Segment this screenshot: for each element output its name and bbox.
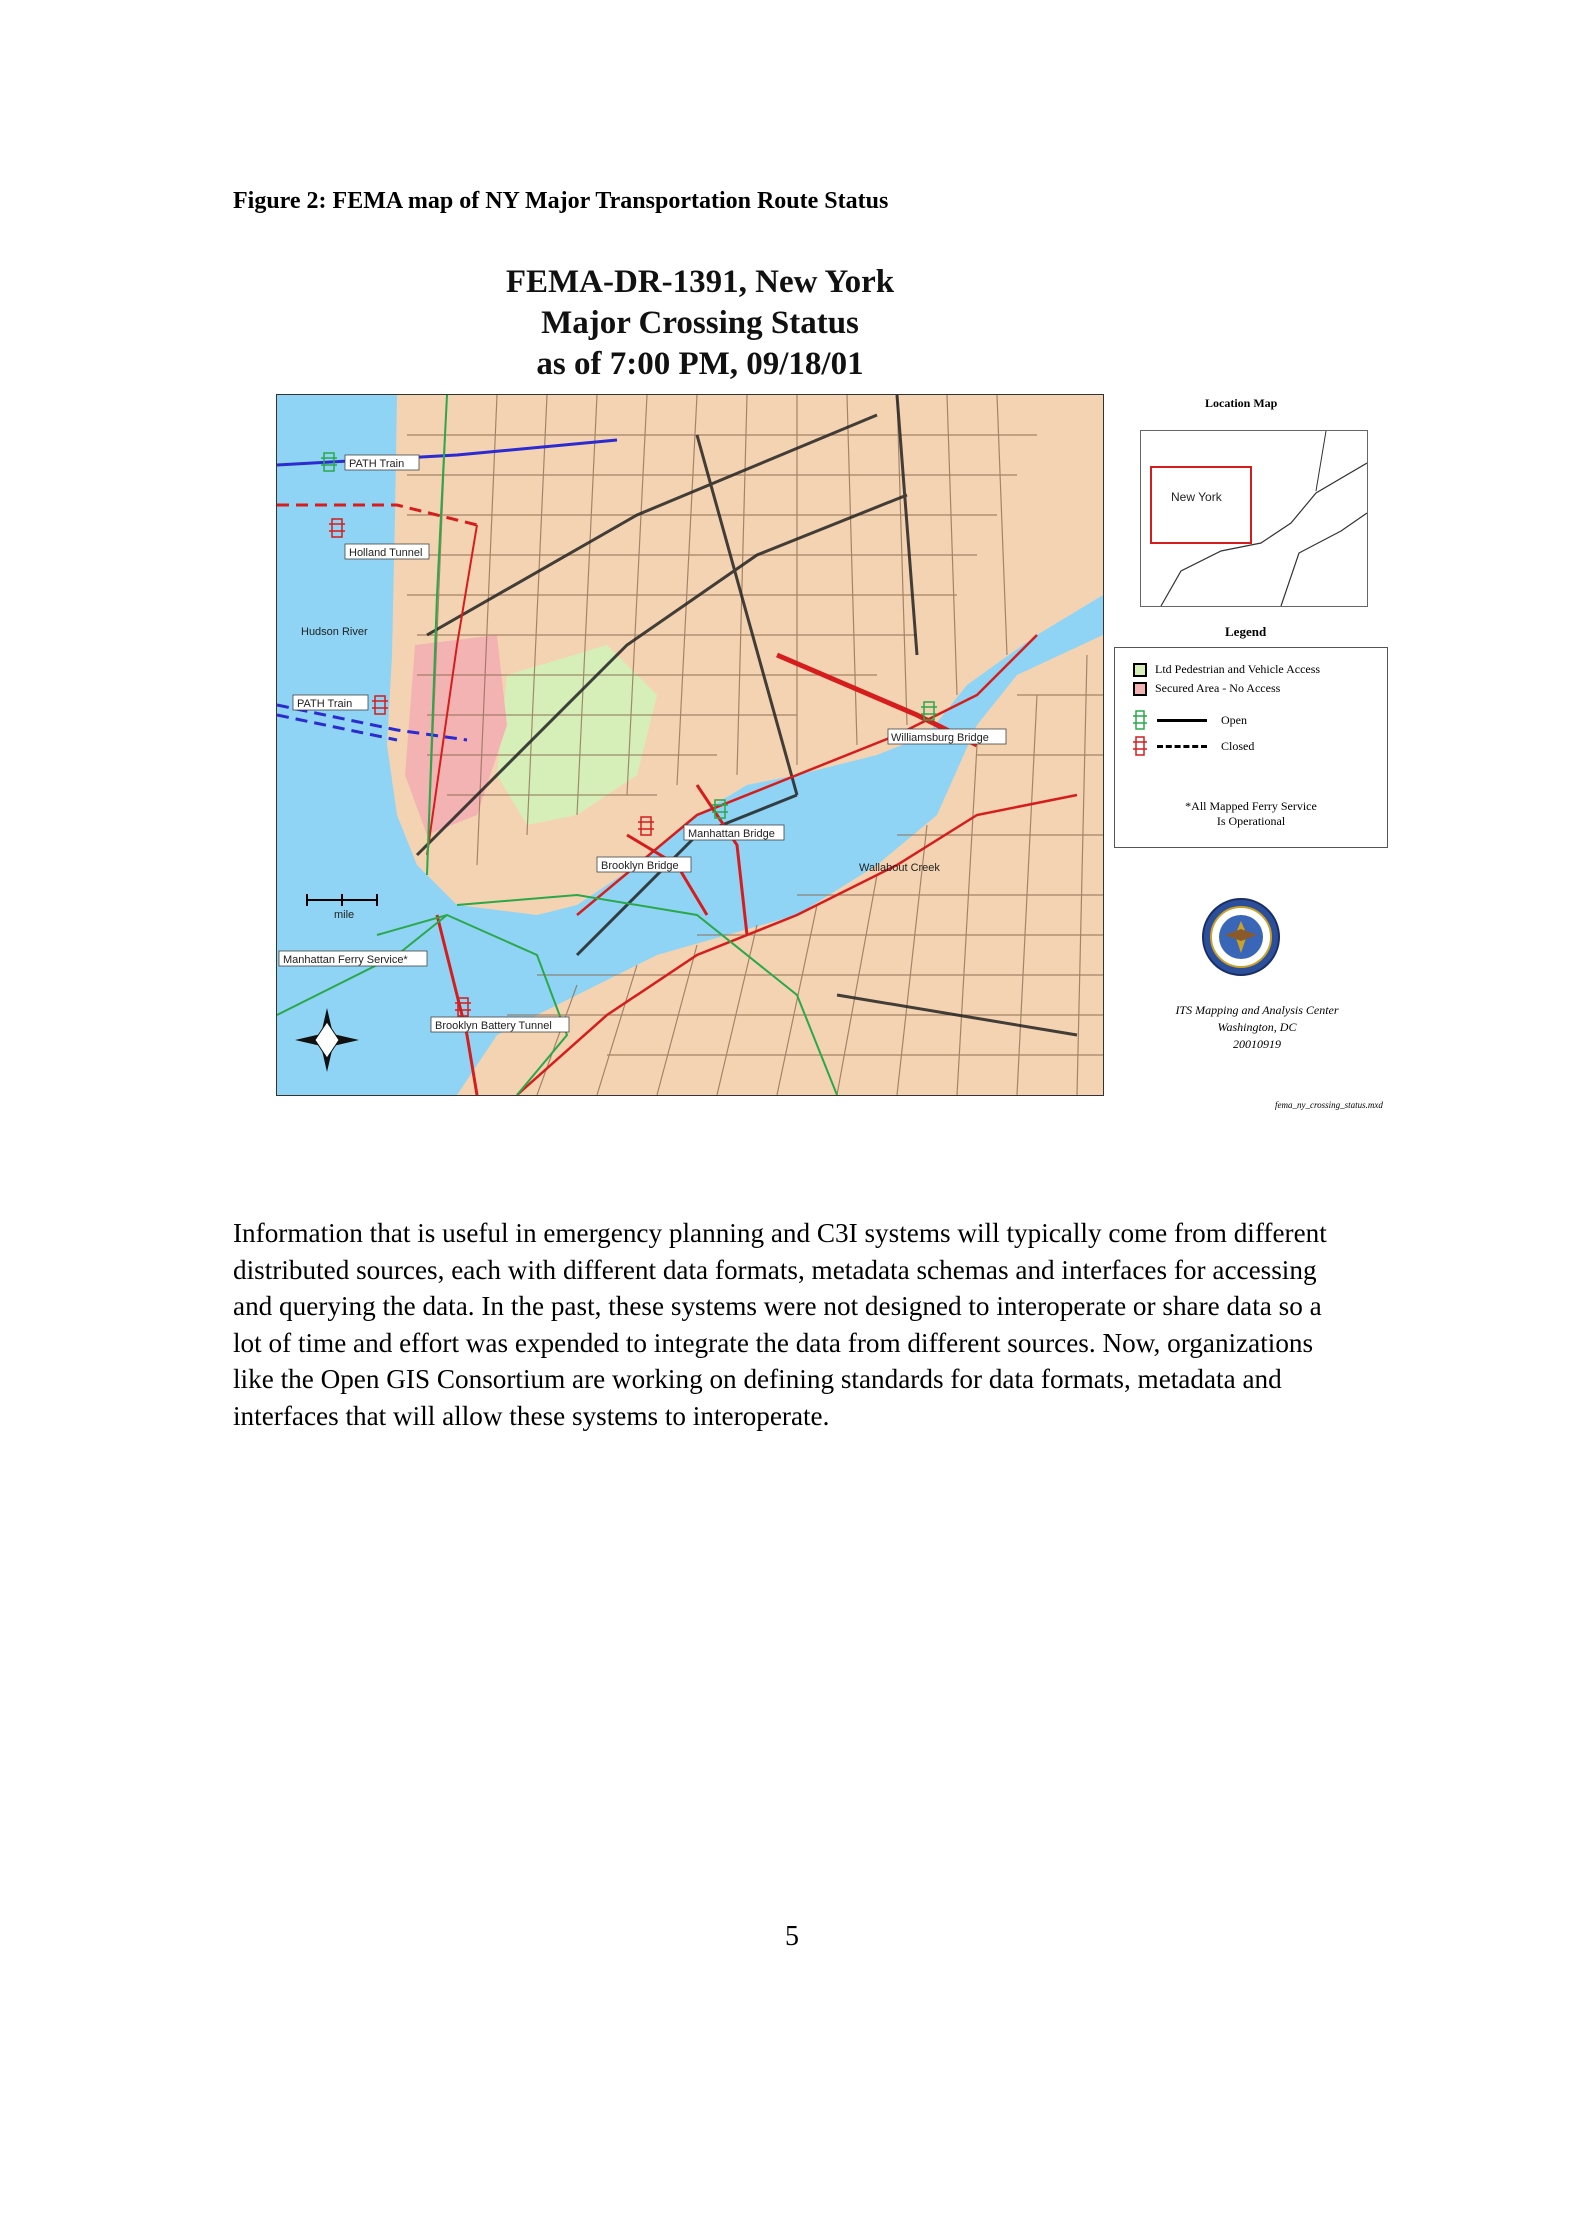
closed-signal-icon [1133, 736, 1147, 756]
legend-item-limited-access: Ltd Pedestrian and Vehicle Access [1133, 662, 1320, 677]
closed-line-swatch [1157, 745, 1207, 748]
map-title-line-2: Major Crossing Status [541, 305, 859, 341]
label-brooklyn-bridge: Brooklyn Bridge [601, 860, 679, 872]
legend-item-closed: Closed [1133, 736, 1254, 756]
map-file-code: fema_ny_crossing_status.mxd [1275, 1100, 1383, 1110]
location-map-label: New York [1171, 490, 1222, 504]
open-signal-icon [712, 800, 728, 818]
crossing-status-map [276, 394, 1104, 1096]
label-manhattan-bridge: Manhattan Bridge [688, 828, 775, 840]
open-line-swatch [1157, 719, 1207, 722]
brooklyn-battery-tunnel-route [437, 915, 477, 1095]
closed-signal-icon [329, 519, 345, 537]
label-brooklyn-battery-tunnel: Brooklyn Battery Tunnel [435, 1020, 552, 1032]
limited-access-square-icon [1133, 663, 1147, 677]
secured-area-square-icon [1133, 682, 1147, 696]
legend-item-open: Open [1133, 710, 1247, 730]
label-wallabout-creek: Wallabout Creek [859, 862, 940, 874]
north-arrow-icon [295, 1008, 359, 1072]
label-path-train-top: PATH Train [349, 458, 405, 470]
open-signal-icon [1133, 710, 1147, 730]
scale-unit-label: mile [334, 909, 355, 921]
scale-bar [307, 894, 377, 906]
label-hudson-river: Hudson River [301, 626, 368, 638]
closed-signal-icon [372, 696, 388, 714]
label-path-train-mid: PATH Train [297, 698, 353, 710]
map-credit: ITS Mapping and Analysis Center Washington, DC 20010919 [1175, 1003, 1339, 1051]
map-title-line-3: as of 7:00 PM, 09/18/01 [536, 346, 864, 382]
figure-caption: Figure 2: FEMA map of NY Major Transportation Route Status [233, 188, 889, 214]
legend-title: Legend [1225, 624, 1267, 639]
location-map [1140, 430, 1368, 607]
page-number: 5 [785, 1921, 799, 1952]
location-map-title: Location Map [1205, 396, 1278, 410]
fema-seal-icon [1201, 897, 1281, 977]
label-williamsburg-bridge: Williamsburg Bridge [891, 732, 989, 744]
map-title-line-1: FEMA-DR-1391, New York [505, 264, 895, 300]
legend-box [1114, 647, 1388, 848]
label-manhattan-ferry: Manhattan Ferry Service* [283, 954, 408, 966]
body-paragraph: Information that is useful in emergency planning and C3I systems will typically come from different distributed sources, each with different data formats, metadata schemas and interfaces for accessing and querying the data. In the past, these systems were not designed to interoperate or share data so a lot of time and effort was expended to integrate the data from different sources. Now, organizations like the Open GIS Consortium are working on defining standards for data formats, metadata and interfaces that will allow these systems to interoperate. [233, 1218, 1327, 1431]
label-holland-tunnel: Holland Tunnel [349, 547, 423, 559]
legend-item-secured-area: Secured Area - No Access [1133, 681, 1280, 696]
ferry-note: *All Mapped Ferry Service Is Operational [1185, 799, 1317, 828]
